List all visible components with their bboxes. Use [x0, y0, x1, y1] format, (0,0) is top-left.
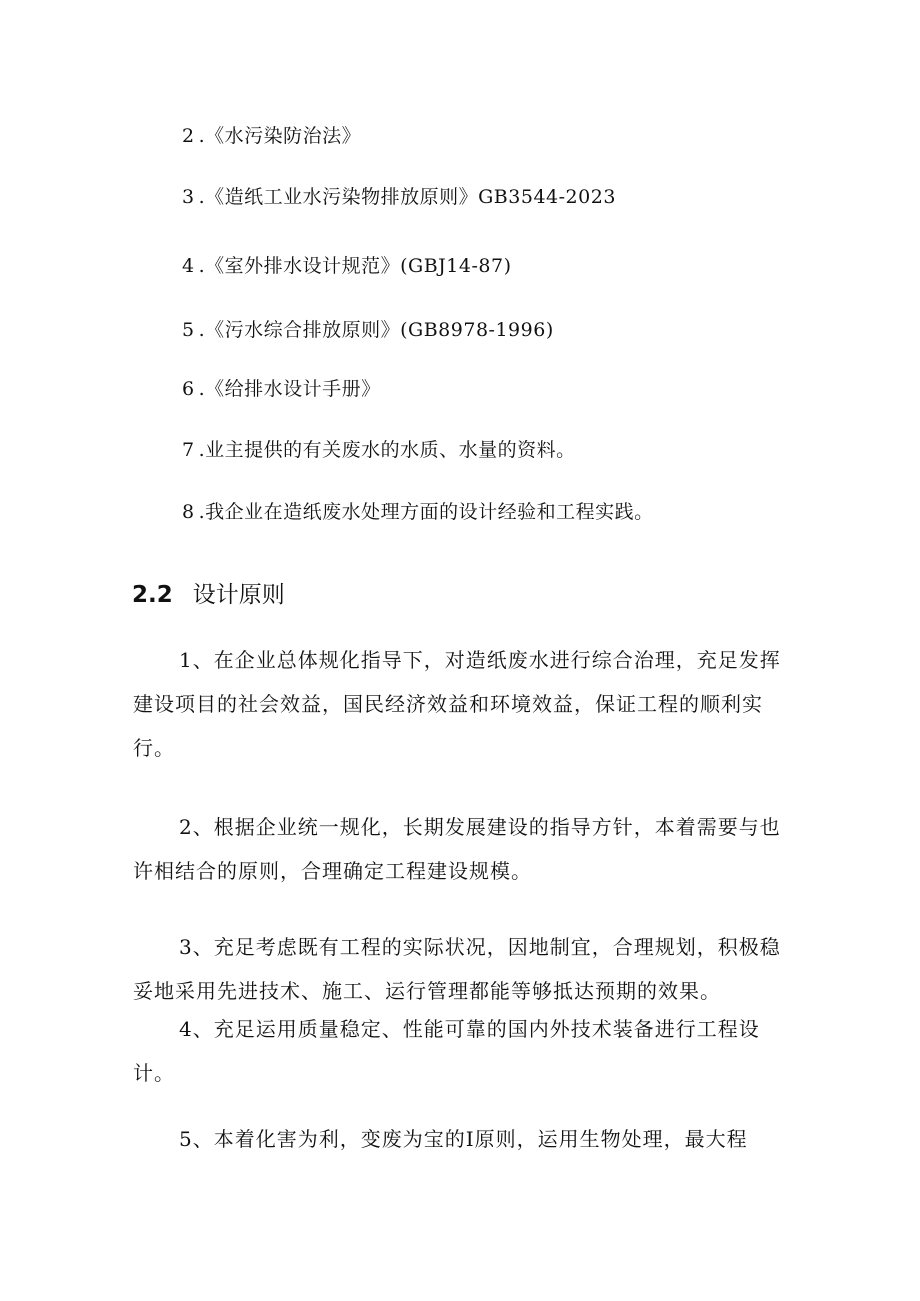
principle-paragraph: 4、充足运用质量稳定、性能可靠的国内外技术装备进行工程设计。 — [133, 1017, 760, 1085]
principle-paragraph: 1、在企业总体规化指导下，对造纸废水进行综合治理，充足发挥建设项目的社会效益，国民经济效益和环境效益，保证工程的顺利实行。 — [133, 648, 781, 760]
principle-paragraph: 5、本着化害为利，变废为宝的I原则，运用生物处理，最大程 — [179, 1127, 748, 1151]
reference-text: .《给排水设计手册》 — [198, 378, 381, 400]
section-heading — [132, 580, 285, 610]
reference-item — [182, 318, 554, 342]
reference-text: .《水污染防治法》 — [198, 125, 362, 147]
principle-paragraph: 2、根据企业统一规化，长期发展建设的指导方针，本着需要与也许相结合的原则，合理确定工程建设规模。 — [133, 815, 781, 883]
reference-item — [182, 185, 616, 209]
reference-item — [182, 254, 512, 278]
reference-number: 4 — [182, 255, 195, 277]
reference-number: 2 — [182, 125, 195, 147]
reference-number: 8 — [182, 501, 195, 523]
reference-text: .《污水综合排放原则》(GB8978-1996) — [198, 319, 554, 341]
reference-number: 6 — [182, 378, 195, 400]
reference-number: 3 — [182, 186, 195, 208]
section-number: 2.2 — [132, 582, 173, 608]
reference-number: 5 — [182, 319, 195, 341]
section-title: 设计原则 — [192, 582, 285, 608]
reference-text: .我企业在造纸废水处理方面的设计经验和工程实践。 — [198, 501, 654, 523]
reference-item — [182, 124, 361, 148]
reference-text: .业主提供的有关废水的水质、水量的资料。 — [198, 439, 576, 461]
reference-number: 7 — [182, 439, 195, 461]
reference-item — [182, 377, 381, 401]
principle-paragraph: 3、充足考虑既有工程的实际状况，因地制宜，合理规划，积极稳妥地采用先进技术、施工、运行管理都能等够抵达预期的效果。 — [133, 935, 781, 1003]
reference-text: .《造纸工业水污染物排放原则》GB3544-2023 — [198, 186, 616, 208]
reference-item — [182, 438, 576, 462]
reference-item — [182, 500, 654, 524]
reference-text: .《室外排水设计规范》(GBJ14-87) — [198, 255, 512, 277]
